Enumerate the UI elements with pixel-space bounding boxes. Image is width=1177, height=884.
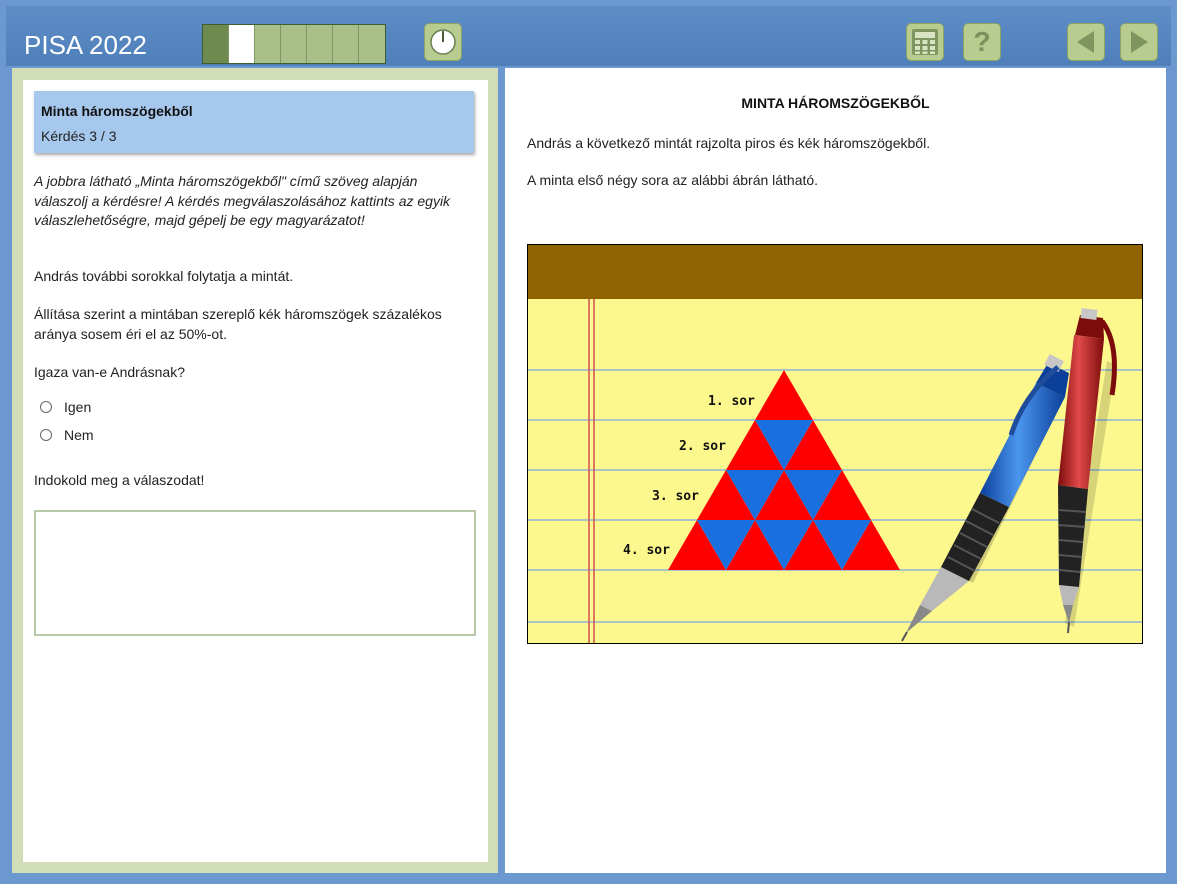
progress-segment xyxy=(333,25,359,63)
stimulus-panel xyxy=(505,68,1166,873)
calculator-icon xyxy=(910,27,940,57)
row-label-3: 3. sor xyxy=(652,489,699,504)
help-button[interactable] xyxy=(963,23,1001,61)
progress-segment xyxy=(307,25,333,63)
app-title: PISA 2022 xyxy=(24,30,147,60)
option-nem[interactable] xyxy=(40,427,94,443)
question-text-2: Állítása szerint a mintában szereplő kék háromszögek százalékos aránya sosem éri el az 50%-ot. xyxy=(34,306,442,342)
progress-segment xyxy=(255,25,281,63)
top-bar xyxy=(6,6,1171,66)
row-label-1: 1. sor xyxy=(708,394,755,409)
question-text-1: András további sorokkal folytatja a mintát. xyxy=(34,268,294,284)
question-header xyxy=(34,91,474,153)
question-title: Minta háromszögekből xyxy=(41,103,193,119)
triangle-right-icon xyxy=(1125,28,1153,56)
triangle-left-icon xyxy=(1072,28,1100,56)
radio-button-icon[interactable] xyxy=(40,429,52,441)
timer-icon xyxy=(429,28,457,56)
stimulus-text-2: A minta első négy sora az alábbi ábrán látható. xyxy=(527,172,819,188)
progress-indicator xyxy=(202,24,386,64)
next-button[interactable] xyxy=(1120,23,1158,61)
question-prompt: Igaza van-e Andrásnak? xyxy=(34,364,185,380)
explain-prompt: Indokold meg a válaszodat! xyxy=(34,472,205,488)
progress-segment-current xyxy=(229,25,255,63)
notepad-binding xyxy=(528,245,1142,299)
notepad-paper xyxy=(528,245,1142,643)
progress-segment xyxy=(281,25,307,63)
answer-textarea[interactable] xyxy=(34,510,476,636)
back-button[interactable] xyxy=(1067,23,1105,61)
row-label-2: 2. sor xyxy=(679,439,726,454)
calculator-button[interactable] xyxy=(906,23,944,61)
option-label: Igen xyxy=(64,399,92,415)
question-instruction: A jobbra látható „Minta háromszögekből" című szöveg alapján válaszolj a kérdésre! A kérdés megválaszolásához kattints az egyik válaszlehetőségre, majd gépelj be egy magyarázatot! xyxy=(34,173,451,228)
stimulus-text-1: András a következő mintát rajzolta piros és kék háromszögekből. xyxy=(527,135,931,151)
stimulus-title: MINTA HÁROMSZÖGEKBŐL xyxy=(741,95,930,111)
question-number: Kérdés 3 / 3 xyxy=(41,128,117,144)
radio-button-icon[interactable] xyxy=(40,401,52,413)
timer-button[interactable] xyxy=(424,23,462,61)
row-label-4: 4. sor xyxy=(623,543,670,558)
option-igen[interactable] xyxy=(40,399,91,415)
progress-segment xyxy=(359,25,385,63)
option-label: Nem xyxy=(64,427,94,443)
triangle-pattern-figure xyxy=(527,244,1143,644)
question-panel xyxy=(23,80,488,862)
notepad-illustration xyxy=(528,245,1142,643)
help-icon: ? xyxy=(973,26,991,57)
progress-segment xyxy=(203,25,229,63)
